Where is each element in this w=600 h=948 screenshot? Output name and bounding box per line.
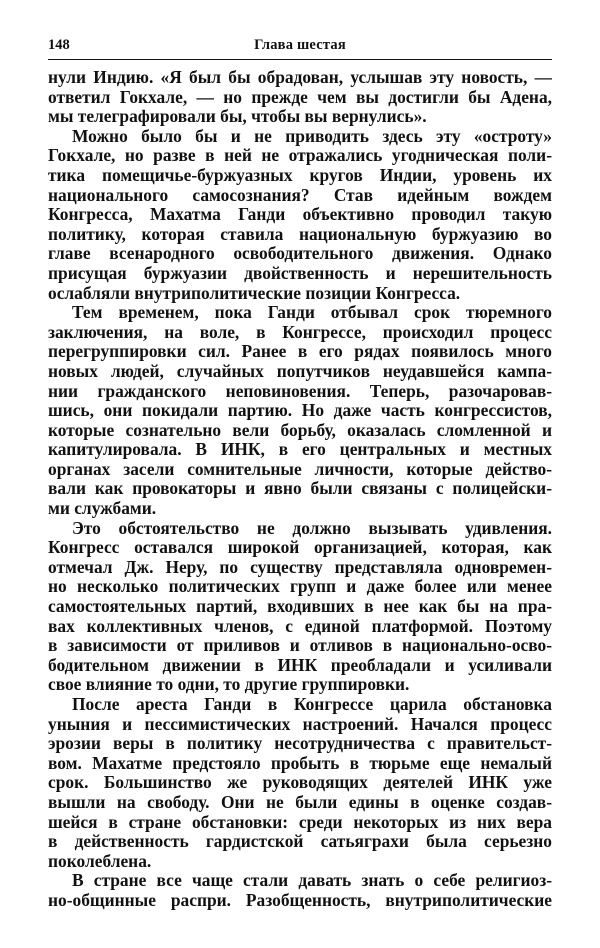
paragraph xyxy=(48,127,552,303)
text-line: шейся в стране обстановки: среди некоторых из них вера xyxy=(48,812,552,832)
text-line: которые сознательно вели борьбу, оказалась сломленной и xyxy=(48,420,552,440)
page-number: 148 xyxy=(48,37,70,53)
text-line: тика помещичье-буржуазных кругов Индии, уровень их xyxy=(48,165,552,185)
text-line: в действенность гардистской сатьяграхи была серьезно xyxy=(48,832,552,852)
text-line: присущая буржуазии двойственность и нерешительность xyxy=(48,263,552,283)
text-line: заключения, на воле, в Конгрессе, происходил процесс xyxy=(48,322,552,342)
header-rule xyxy=(48,59,552,60)
text-line: но-общинные распри. Разобщенность, внутриполитические xyxy=(48,890,552,910)
text-line: Тем временем, пока Ганди отбывал срок тюремного xyxy=(72,303,552,323)
text-line: вах коллективных членов, с единой платформой. Поэтому xyxy=(48,616,552,636)
running-header xyxy=(48,36,552,54)
text-line: самостоятельных партий, входивших в нее как бы на пра- xyxy=(48,597,552,617)
text-line: вом. Махатме предстояло пробыть в тюрьме еще немалый xyxy=(48,753,552,773)
text-line: Конгресс оставался широкой организацией, которая, как xyxy=(48,538,552,558)
text-line: уныния и пессимистических настроений. Начался процесс xyxy=(48,714,552,734)
text-line: ослабляли внутриполитические позиции Конгресса. xyxy=(48,283,461,303)
text-line: После ареста Ганди в Конгрессе царила обстановка xyxy=(72,695,552,714)
text-line: бодительном движении в ИНК преобладали и усиливали xyxy=(48,655,552,675)
text-line: новых людей, случайных попутчиков неудавшейся кампа- xyxy=(48,361,552,381)
text-line: органах засели сомнительные личности, которые действо- xyxy=(48,459,552,479)
text-line: В стране все чаще стали давать знать о себе религиоз- xyxy=(72,871,552,891)
text-line: в зависимости от приливов и отливов в национально-осво- xyxy=(48,636,552,656)
paragraph xyxy=(48,68,552,127)
paragraph xyxy=(48,303,552,519)
text-line: но несколько политических групп и даже более или менее xyxy=(48,577,552,597)
book-page xyxy=(48,36,552,911)
text-line: отмечал Дж. Неру, по существу представляла одновремен- xyxy=(48,557,552,577)
text-line: политику, которая ставила национальную буржуазию во xyxy=(48,224,552,244)
text-line: Конгресса, Махатма Ганди объективно проводил такую xyxy=(48,205,552,225)
text-line: эрозии веры в политику несотрудничества с правительст- xyxy=(48,734,552,754)
text-line: Гокхале, но разве в ней не отражались угодническая поли- xyxy=(48,146,552,166)
text-line: ми службами. xyxy=(48,499,157,519)
text-line: ответил Гокхале, — но прежде чем вы достигли бы Адена, xyxy=(48,87,552,107)
text-line: перегруппировки сил. Ранее в его рядах появилось много xyxy=(48,342,552,362)
text-line: главе всенародного освободительного движения. Однако xyxy=(48,244,552,264)
text-line: нии гражданского неповиновения. Теперь, разочаровав- xyxy=(48,381,552,401)
paragraph xyxy=(48,871,552,910)
text-line: капитулировала. В ИНК, в его центральных и местных xyxy=(48,440,552,460)
text-line: Это обстоятельство не должно вызывать удивления. xyxy=(72,518,552,538)
paragraph xyxy=(48,519,552,695)
chapter-title: Глава шестая xyxy=(254,37,346,53)
text-line: вышли на свободу. Они не были едины в оценке создав- xyxy=(48,792,552,812)
text-line: шись, они покидали партию. Но даже часть конгрессистов, xyxy=(48,401,552,421)
text-line: вали как провокаторы и явно были связаны с полицейски- xyxy=(48,479,552,499)
text-line: свое влияние то одни, то другие группировки. xyxy=(48,675,410,695)
text-line: национального самосознания? Став идейным вождем xyxy=(48,185,552,205)
text-line: поколеблена. xyxy=(48,851,152,871)
body-text xyxy=(48,68,552,911)
text-line: срок. Большинство же руководящих деятелей ИНК уже xyxy=(48,773,552,793)
text-line: Можно было бы и не приводить здесь эту «остроту» xyxy=(72,126,552,146)
paragraph xyxy=(48,695,552,871)
text-line: нули Индию. «Я был бы обрадован, услышав эту новость, — xyxy=(48,68,552,87)
text-line: мы телеграфировали бы, чтобы вы вернулись». xyxy=(48,107,427,127)
